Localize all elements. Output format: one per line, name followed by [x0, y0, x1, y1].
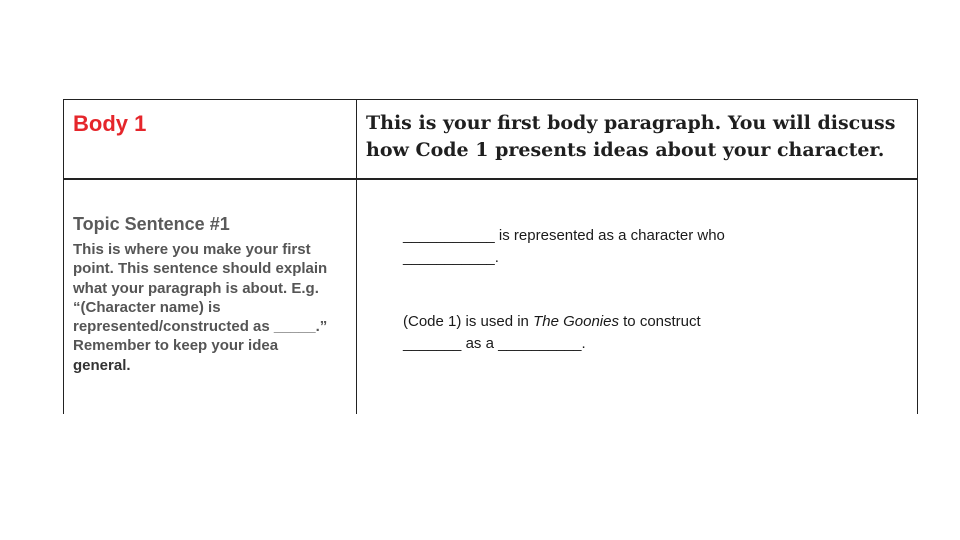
table-left-border [63, 99, 64, 414]
sentence-template-2 [403, 311, 701, 355]
template-text: to construct [618, 313, 701, 330]
template-line: _______ as a __________. [403, 335, 586, 352]
section-label: Body 1 [73, 111, 147, 136]
film-title: The Goonies [533, 313, 619, 330]
description-line: general. [73, 356, 131, 374]
sentence-template-1 [403, 225, 725, 269]
description-line: what your paragraph is about. E.g. [73, 279, 319, 297]
table-top-border [63, 99, 918, 100]
template-text: (Code 1) is used in [403, 313, 534, 330]
description-line: Remember to keep your idea [73, 337, 279, 355]
section-intro: This is your first body paragraph. You will discuss how Code 1 presents ideas about your character. [366, 112, 896, 161]
table-right-border [917, 99, 918, 414]
description-line: This is where you make your first [73, 241, 311, 258]
topic-sentence-description [73, 240, 353, 375]
topic-sentence-title: Topic Sentence #1 [73, 214, 230, 234]
description-line: represented/constructed as _____.” [73, 318, 328, 336]
template-line: ___________. [403, 249, 499, 266]
template-line [403, 311, 701, 333]
table-column-divider [356, 99, 357, 414]
description-line: point. This sentence should explain [73, 260, 328, 278]
table-header-divider [63, 178, 918, 180]
description-line: “(Character name) is [73, 298, 221, 316]
paragraph-guide-table [63, 99, 918, 414]
template-line: ___________ is represented as a character who [403, 227, 725, 244]
